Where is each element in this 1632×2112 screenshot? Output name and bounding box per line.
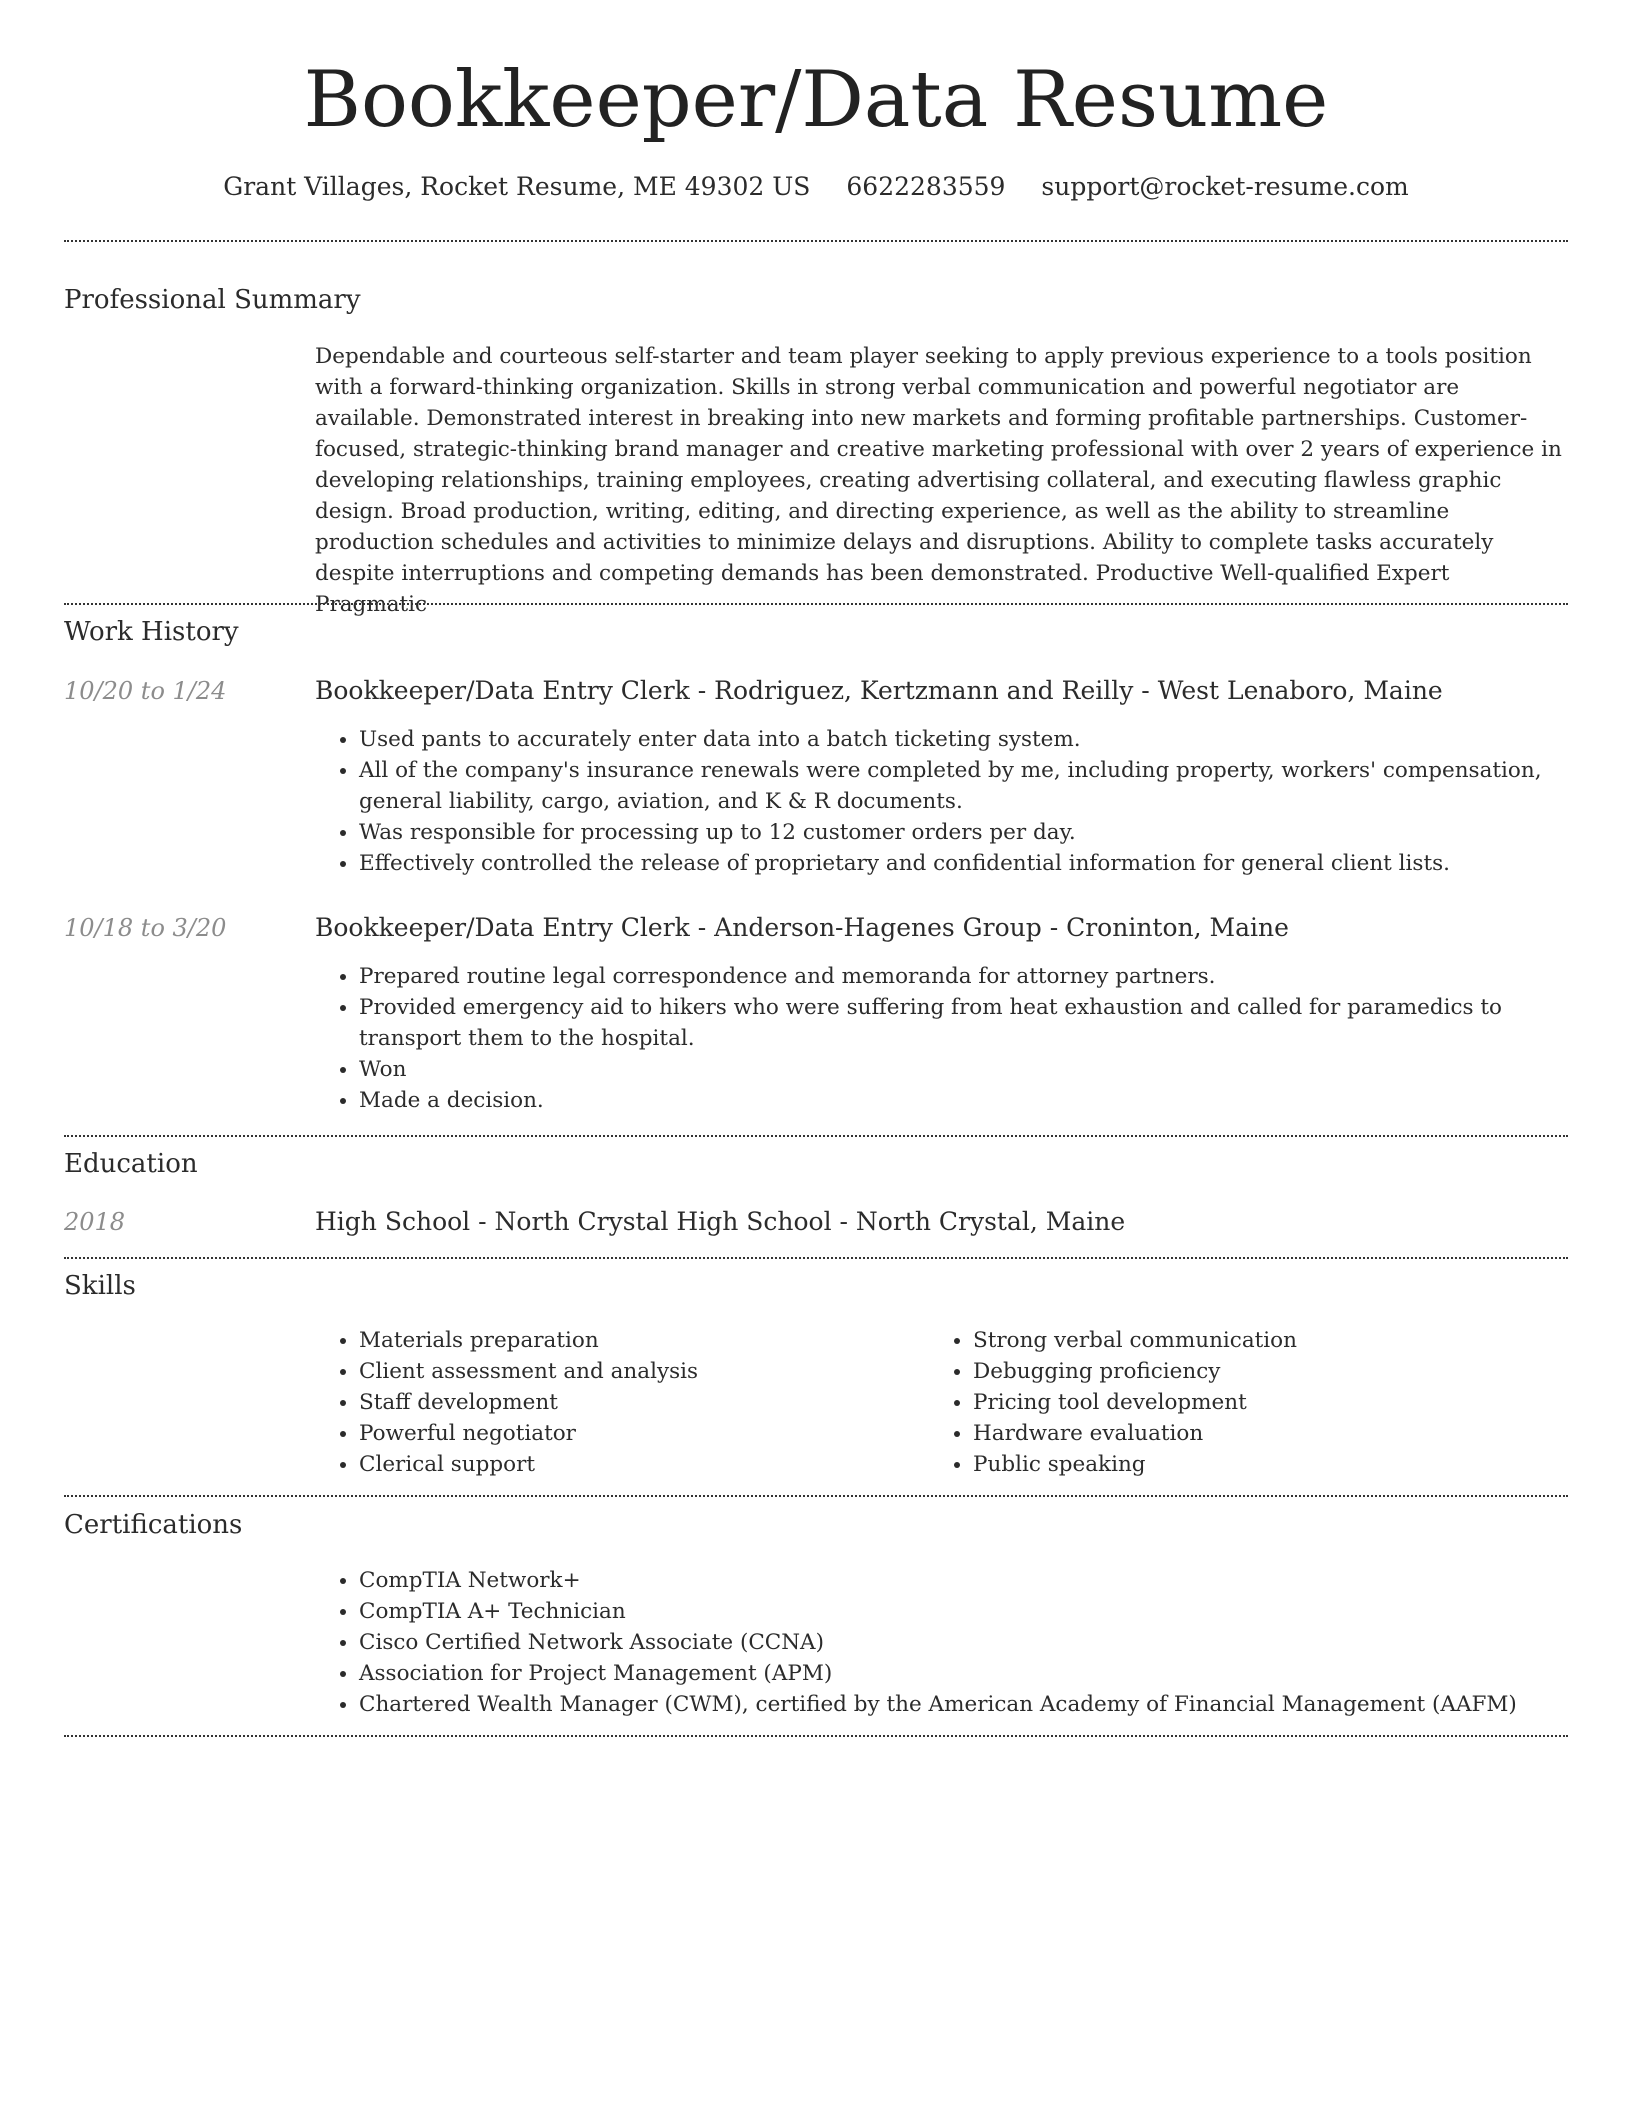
job-bullet: • Won	[359, 1054, 1565, 1085]
skills-list-left	[315, 1325, 930, 1480]
skills-list-right	[929, 1325, 1544, 1480]
skill-item: • Clerical support	[359, 1449, 930, 1480]
contact-line	[0, 170, 1632, 204]
skill-item: • Materials preparation	[359, 1325, 930, 1356]
resume-header	[0, 52, 1632, 204]
section-divider	[64, 603, 1568, 605]
job-dates: 10/18 to 3/20	[64, 914, 227, 942]
education-year: 2018	[64, 1208, 126, 1236]
section-divider	[64, 240, 1568, 242]
job-heading: Bookkeeper/Data Entry Clerk - Anderson-Hagenes Group - Croninton, Maine	[315, 913, 1289, 942]
section-title-education: Education	[64, 1149, 198, 1179]
contact-address: Grant Villages, Rocket Resume, ME 49302 US	[223, 172, 811, 201]
job-dates: 10/20 to 1/24	[64, 677, 227, 705]
contact-phone: 6622283559	[846, 172, 1006, 201]
skill-item: • Staff development	[359, 1387, 930, 1418]
job-bullet: • Prepared routine legal correspondence and memoranda for attorney partners.	[359, 961, 1565, 992]
job-bullets	[315, 961, 1565, 1116]
job-bullet: • Was responsible for processing up to 12 customer orders per day.	[359, 817, 1565, 848]
job-bullet: • Effectively controlled the release of proprietary and confidential information for general client lists.	[359, 848, 1565, 879]
job-bullet: • All of the company's insurance renewals were completed by me, including property, workers' compensation, general liability, cargo, aviation, and K & R documents.	[359, 755, 1565, 817]
certification-item: • CompTIA Network+	[359, 1565, 1565, 1596]
skill-item: • Pricing tool development	[973, 1387, 1544, 1418]
section-title-skills: Skills	[64, 1271, 136, 1301]
section-divider	[64, 1257, 1568, 1259]
certification-item: • CompTIA A+ Technician	[359, 1596, 1565, 1627]
skill-item: • Public speaking	[973, 1449, 1544, 1480]
skill-item: • Strong verbal communication	[973, 1325, 1544, 1356]
job-bullet: • Provided emergency aid to hikers who were suffering from heat exhaustion and called for paramedics to transport them to the hospital.	[359, 992, 1565, 1054]
certification-item: • Cisco Certified Network Associate (CCNA)	[359, 1627, 1565, 1658]
job-bullets	[315, 724, 1565, 879]
resume-name: Bookkeeper/Data Resume	[303, 55, 1329, 145]
job-heading: Bookkeeper/Data Entry Clerk - Rodriguez, Kertzmann and Reilly - West Lenaboro, Maine	[315, 676, 1443, 705]
skill-item: • Powerful negotiator	[359, 1418, 930, 1449]
job-bullet: • Used pants to accurately enter data into a batch ticketing system.	[359, 724, 1565, 755]
education-heading: High School - North Crystal High School - North Crystal, Maine	[315, 1207, 1126, 1236]
summary-text: Dependable and courteous self-starter and team player seeking to apply previous experience to a tools position with a forward-thinking organization. Skills in strong verbal communication and powerful negotiator are available. Demonstrated interest in breaking into new markets and forming profitable partnerships. Customer-focused, strategic-thinking brand manager and creative marketing professional with over 2 years of experience in developing relationships, training employees, creating advertising collateral, and executing flawless graphic design. Broad production, writing, editing, and directing experience, as well as the ability to streamline production schedules and activities to minimize delays and disruptions. Ability to complete tasks accurately despite interruptions and competing demands has been demonstrated. Productive Well-qualified Expert Pragmatic	[315, 344, 1562, 617]
skill-item: • Debugging proficiency	[973, 1356, 1544, 1387]
section-title-work-history: Work History	[64, 617, 239, 647]
section-title-summary: Professional Summary	[64, 285, 361, 315]
job-bullet: • Made a decision.	[359, 1085, 1565, 1116]
contact-email: support@rocket-resume.com	[1041, 172, 1409, 201]
certifications-list	[315, 1565, 1565, 1720]
section-title-certifications: Certifications	[64, 1510, 243, 1540]
certification-item: • Association for Project Management (APM)	[359, 1658, 1565, 1689]
skill-item: • Client assessment and analysis	[359, 1356, 930, 1387]
section-divider	[64, 1495, 1568, 1497]
skill-item: • Hardware evaluation	[973, 1418, 1544, 1449]
certification-item: • Chartered Wealth Manager (CWM), certified by the American Academy of Financial Management (AAFM)	[359, 1689, 1565, 1720]
section-divider	[64, 1735, 1568, 1737]
section-divider	[64, 1135, 1568, 1137]
